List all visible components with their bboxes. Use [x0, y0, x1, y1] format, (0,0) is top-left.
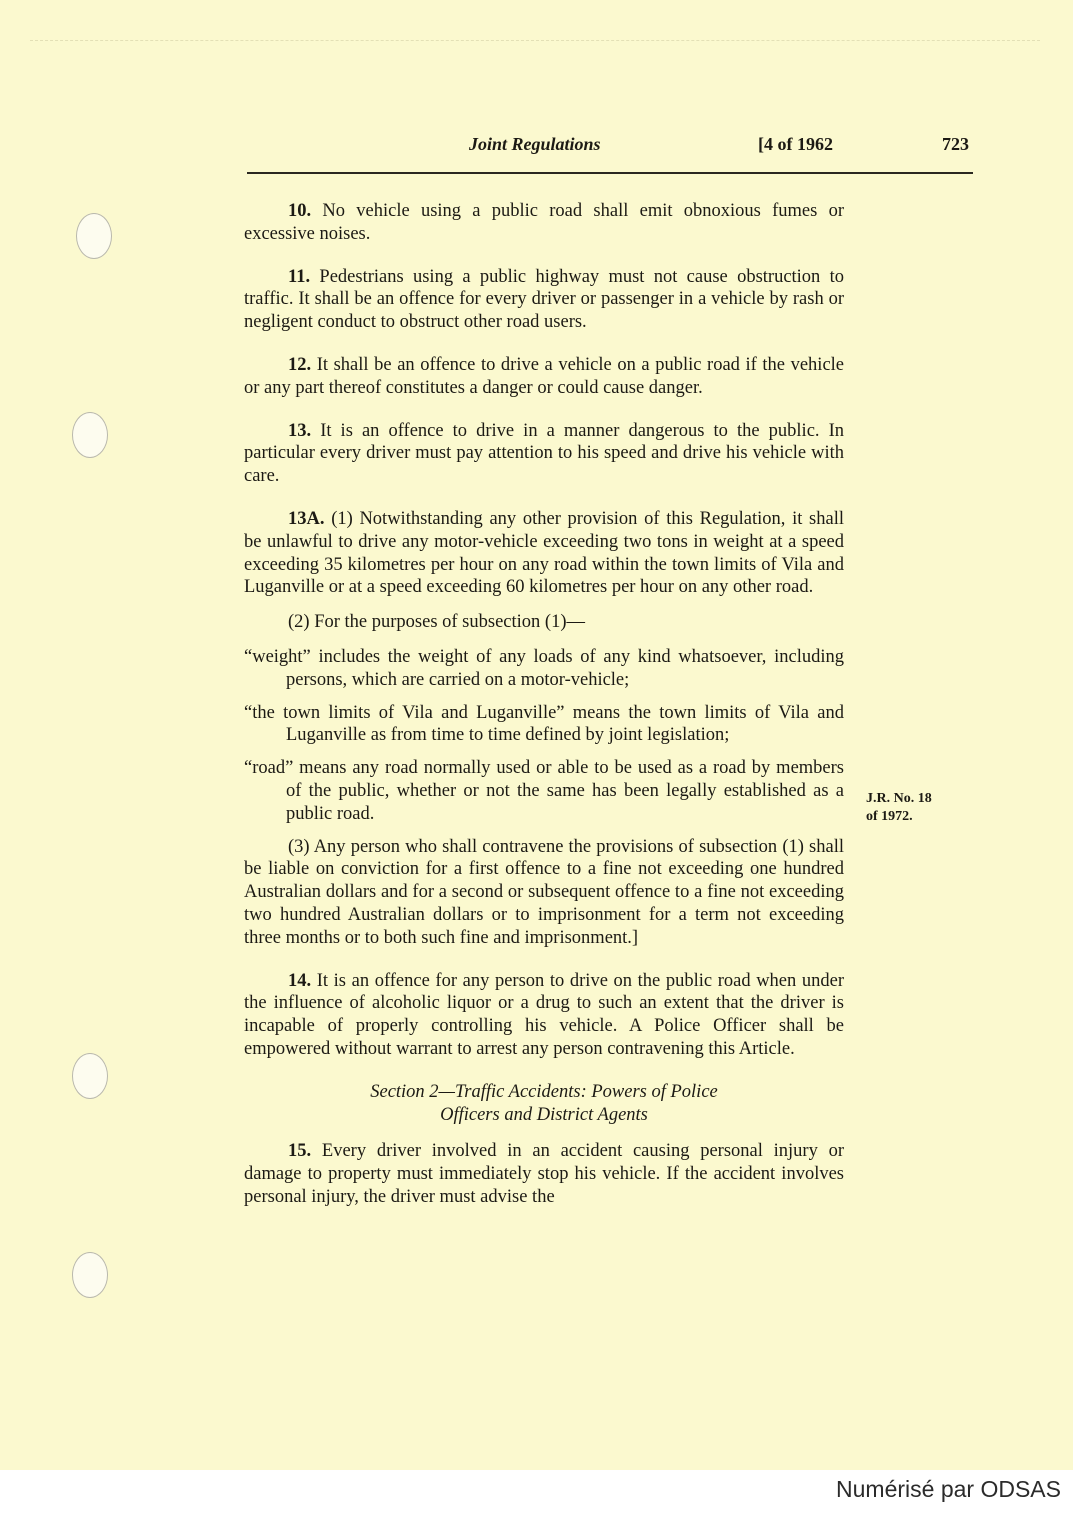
- section-heading-line-2: Officers and District Agents: [440, 1104, 648, 1125]
- punch-hole-2: [72, 412, 108, 458]
- paragraph-13a: [244, 508, 844, 599]
- paragraph-12: [244, 354, 844, 400]
- paragraph-number: 15.: [288, 1141, 312, 1162]
- paragraph-13: [244, 420, 844, 488]
- paragraph-number: 13.: [288, 420, 312, 441]
- paragraph-number: 11.: [288, 266, 311, 287]
- paragraph-number: 13A.: [288, 508, 325, 529]
- paragraph-text: It shall be an offence to drive a vehicle on a public road if the vehicle or any part thereof constitutes a danger or could cause danger.: [244, 354, 845, 398]
- paragraph-text: (1) Notwithstanding any other provision of this Regulation, it shall be unlawful to drive any motor-vehicle exceeding two tons in weight at a speed exceeding 35 kilometres per hour on any road within the town limits of Vila and Luganville or at a speed exceeding 60 kilometres per hour on any other road.: [244, 508, 844, 598]
- paragraph-text: Every driver involved in an accident causing personal injury or damage to property must immediately stop his vehicle. If the accident involves personal injury, the driver must advise the: [244, 1141, 845, 1207]
- margin-note: [866, 790, 976, 826]
- punch-hole-4: [72, 1252, 108, 1298]
- document-body: [244, 200, 844, 1229]
- punch-hole-3: [72, 1053, 108, 1099]
- margin-note-line-1: J.R. No. 18: [866, 791, 932, 806]
- paragraph-text: No vehicle using a public road shall emit obnoxious fumes or excessive noises.: [244, 201, 844, 244]
- scan-credit: Numérisé par ODSAS: [836, 1476, 1061, 1502]
- scan-edge-line: [30, 40, 1040, 41]
- header-rule: [247, 172, 973, 174]
- subsection-13a-2: (2) For the purposes of subsection (1)—: [288, 612, 585, 633]
- header-issue: [4 of 1962: [758, 134, 833, 154]
- section-heading: [244, 1081, 844, 1127]
- section-heading-line-1: Section 2—Traffic Accidents: Powers of Police: [370, 1081, 718, 1102]
- paragraph-14: [244, 970, 844, 1061]
- subsection-13a-3: (3) Any person who shall contravene the provisions of subsection (1) shall be liable on conviction for a first offence to a fine not exceeding one hundred Australian dollars and for a second or subsequent offence to a fine not exceeding two hundred Australian dollars or to imprisonment for a term not exceeding three months or to both such fine and imprisonment.]: [244, 836, 844, 948]
- punch-hole-1: [76, 213, 112, 259]
- definition-weight: “weight” includes the weight of any loads of any kind whatsoever, including persons, which are carried on a motor-vehicle;: [244, 646, 844, 690]
- running-header: [247, 134, 973, 162]
- paragraph-10: [244, 200, 844, 246]
- margin-note-line-2: of 1972.: [866, 809, 913, 824]
- paragraph-number: 10.: [288, 201, 312, 221]
- header-title: Joint Regulations: [469, 134, 601, 154]
- paragraph-number: 12.: [288, 354, 312, 375]
- definition-road: “road” means any road normally used or able to be used as a road by members of the public, whether or not the same has been legally established as a public road.: [244, 758, 844, 824]
- paragraph-text: It is an offence for any person to drive on the public road when under the influence of alcoholic liquor or a drug to such an extent that the driver is incapable of properly controlling his vehicle. A Police Officer shall be empowered without warrant to arrest any person contravening this Article.: [244, 970, 845, 1059]
- definition-town-limits: “the town limits of Vila and Luganville” means the town limits of Vila and Luganville as from time to time defined by joint legislation;: [244, 702, 844, 746]
- paragraph-text: It is an offence to drive in a manner dangerous to the public. In particular every driver must pay attention to his speed and drive his vehicle with care.: [244, 420, 844, 487]
- page-number: 723: [942, 134, 969, 154]
- paragraph-number: 14.: [288, 970, 312, 991]
- paragraph-15: [244, 1140, 844, 1208]
- paragraph-text: Pedestrians using a public highway must not cause obstruction to traffic. It shall be an offence for every driver or passenger in a vehicle by rash or negligent conduct to obstruct other road users.: [244, 266, 844, 333]
- paragraph-11: [244, 266, 844, 334]
